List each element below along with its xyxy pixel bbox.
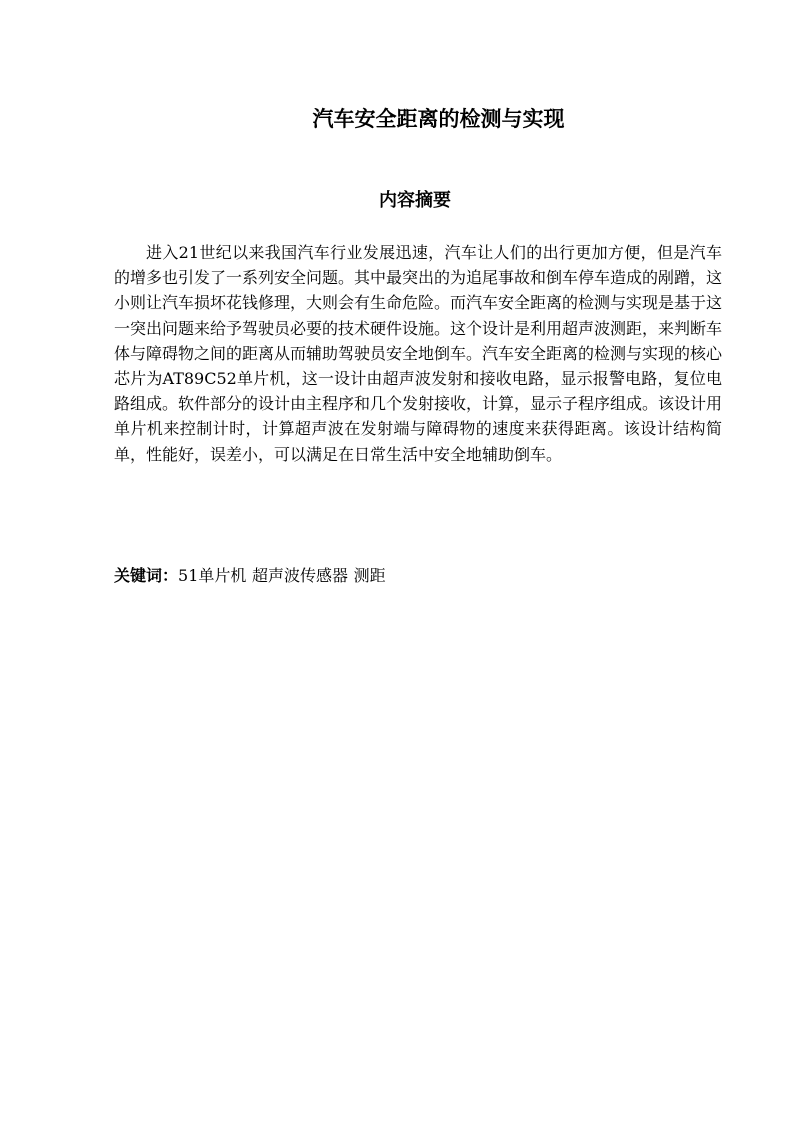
keyword-item: 超声波传感器	[251, 566, 348, 585]
abstract-body: 进入21世纪以来我国汽车行业发展迅速，汽车让人们的出行更加方便，但是汽车的增多也引发了一系列安全问题。其中最突出的为追尾事故和倒车停车造成的剐蹭，这小则让汽车损坏花钱修理，大则会有生命危险。而汽车安全距离的检测与实现是基于这一突出问题来给予驾驶员必要的技术硬件设施。这个设计是利用超声波测距，来判断车体与障碍物之间的距离从而辅助驾驶员安全地倒车。汽车安全距离的检测与实现的核心芯片为AT89C52单片机，这一设计由超声波发射和接收电路，显示报警电路，复位电路组成。软件部分的设计由主程序和几个发射接收，计算，显示子程序组成。该设计用单片机来控制计时，计算超声波在发射端与障碍物的速度来获得距离。该设计结构简单，性能好，误差小，可以满足在日常生活中安全地辅助倒车。	[114, 243, 723, 464]
keyword-item: 51单片机	[178, 566, 247, 585]
keywords-label: 关键词：	[114, 566, 179, 585]
keyword-item: 测距	[353, 566, 386, 585]
abstract-heading: 内容摘要	[379, 190, 451, 211]
keywords-line	[114, 562, 722, 590]
document-title: 汽车安全距离的检测与实现	[312, 107, 565, 131]
